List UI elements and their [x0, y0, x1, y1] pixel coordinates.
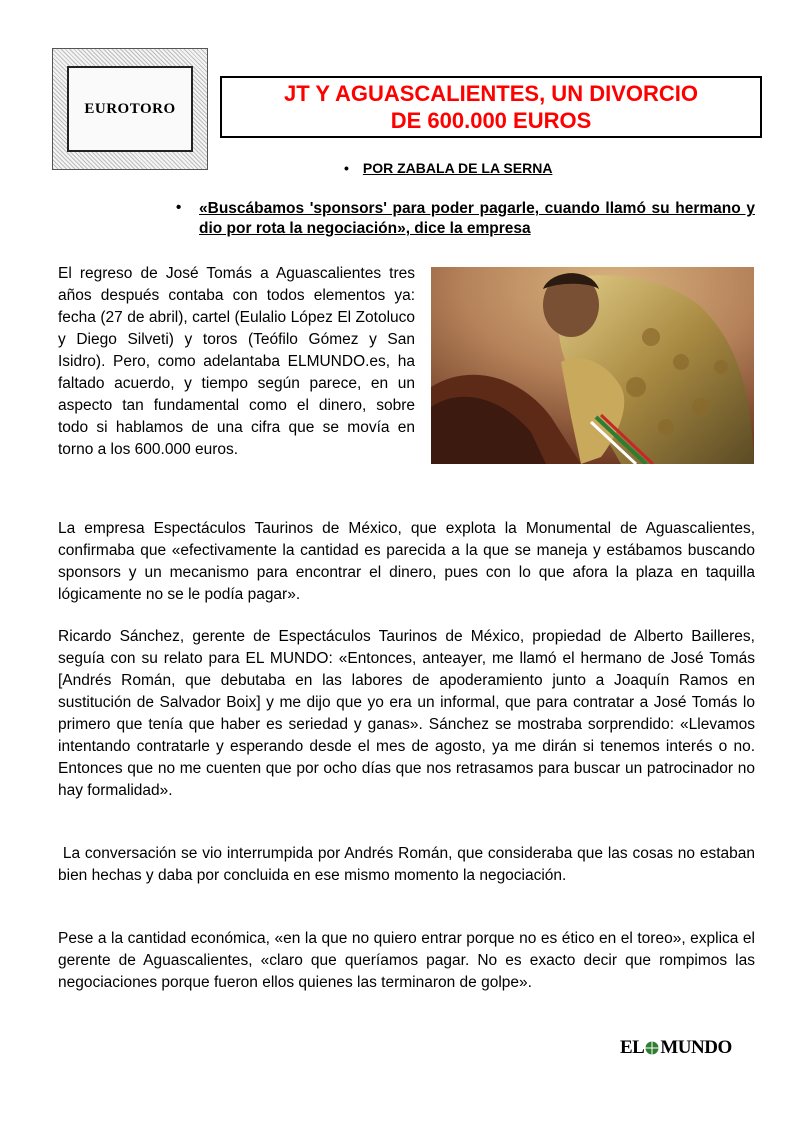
headline-box	[220, 76, 762, 138]
byline	[344, 160, 552, 176]
article-paragraph-2: La empresa Espectáculos Taurinos de México, que explota la Monumental de Aguascalientes, confirmaba que «efectivamente la cantidad es parecida a la que se maneja y estábamos buscando sponsors y un mecanismo para encontrar el dinero, pues con lo que afora la plaza en taquilla lógicamente no se le podía pagar».	[58, 520, 755, 603]
headline-line-2: DE 600.000 EUROS	[390, 108, 592, 133]
bullet-icon: •	[176, 199, 182, 216]
logo-word-mundo: MUNDO	[660, 1037, 732, 1058]
article-paragraph-3: Ricardo Sánchez, gerente de Espectáculos Taurinos de México, propiedad de Alberto Bailleres, seguía con su relato para EL MUNDO: «Entonces, anteayer, me llamó el hermano de José Tomás [Andrés Román, que debutaba en las labores de apoderamiento junto a Joaquín Ramos en sustitución de Salvador Boix] y me dijo que yo era un informal, que para contratar a José Tomás lo primero que tenía que haber es seriedad y ganas». Sánchez se mostraba sorprendido: «Llevamos intentando contratarle y esperando desde el mes de agosto, ya me dirán si tenemos interés o no. Entonces que no me cuenten que por ocho días que nos retrasamos para buscar un patrocinador no hay formalidad».	[58, 628, 755, 799]
el-mundo-logo	[620, 1037, 732, 1059]
headline	[284, 80, 698, 134]
logo-frame	[67, 66, 193, 152]
article-paragraph-5: Pese a la cantidad económica, «en la que no quiero entrar porque no es ético en el toreo», explica el gerente de Aguascalientes, «claro que queríamos pagar. No es exacto decir que rompimos las negociaciones porque fueron ellos quienes las terminaron de golpe».	[58, 930, 755, 991]
byline-text: POR ZABALA DE LA SERNA	[362, 160, 553, 176]
eurotoro-logo	[52, 48, 208, 170]
logo-word-el: EL	[620, 1037, 645, 1058]
subtitle: «Buscábamos 'sponsors' para poder pagarle, cuando llamó su hermano y dio por rota la negociación», dice la empresa	[199, 200, 755, 237]
bullfighter-photo	[431, 267, 754, 464]
photo-image	[431, 267, 754, 464]
headline-line-1: JT Y AGUASCALIENTES, UN DIVORCIO	[284, 81, 698, 106]
globe-icon	[645, 1041, 659, 1055]
logo-text: EUROTORO	[84, 100, 176, 117]
article-paragraph-1: El regreso de José Tomás a Aguascalientes tres años después contaba con todos elementos ya: fecha (27 de abril), cartel (Eulalio López El Zotoluco y Diego Silveti) y toros (Teófilo Gómez y San Isidro). Pero, como adelantaba ELMUNDO.es, ha faltado acuerdo, y tiempo según parece, en un aspecto tan fundamental como el dinero, sobre todo si hablamos de una cifra que se movía en torno a los 600.000 euros.	[58, 265, 415, 458]
article-paragraph-4: La conversación se vio interrumpida por Andrés Román, que consideraba que las cosas no estaban bien hechas y daba por concluida en ese mismo momento la negociación.	[58, 845, 760, 884]
